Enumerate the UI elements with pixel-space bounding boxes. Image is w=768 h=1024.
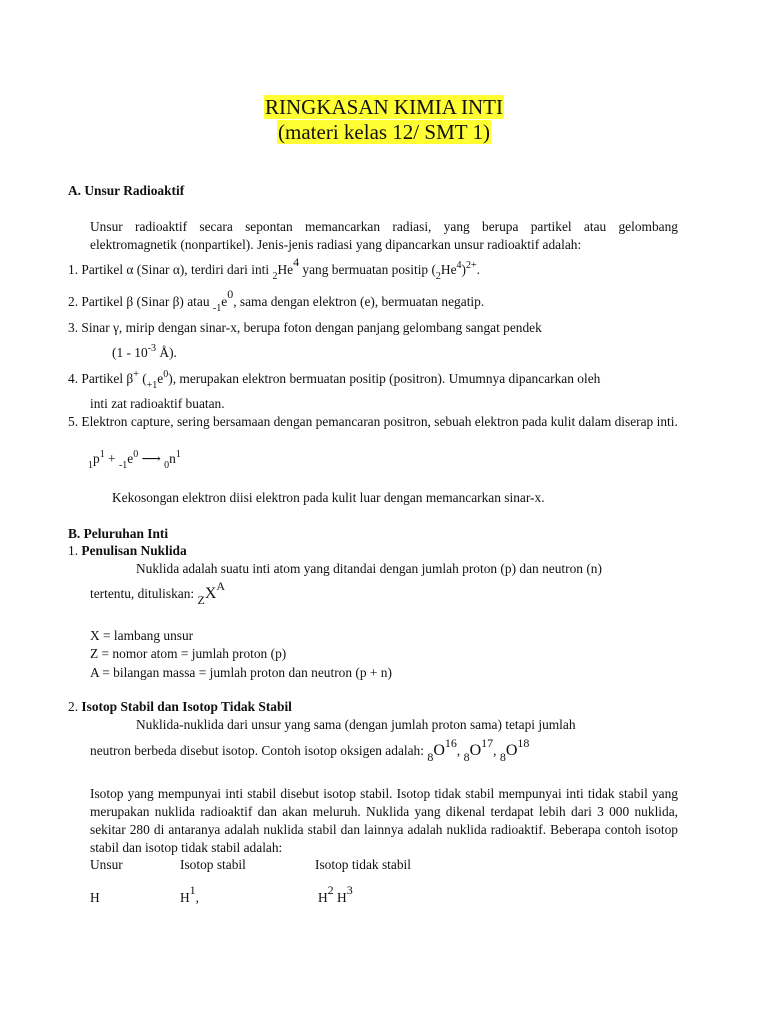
nuclide-definition-line1: Nuklida adalah suatu inti atom yang ditandai dengan jumlah proton (p) dan neutron (n) xyxy=(136,561,602,576)
isotope-stability-paragraph: Isotop yang mempunyai inti stabil disebut isotop stabil. Isotop tidak stabil mempunyai inti tidak stabil yang merupakan nuklida radioaktif dan akan meluruh. Nuklida yang dikenal terdapat lebih dari 3 000 nuklida, sekitar 280 di antaranya adalah nuklida stabil dan lainnya adalah nuklida radioaktif. Beberapa contoh isotop stabil dan isotop tidak stabil adalah: xyxy=(90,786,678,855)
table-header-unstable: Isotop tidak stabil xyxy=(315,857,411,872)
table-cell-unsur: H xyxy=(90,890,100,905)
document-subtitle xyxy=(0,120,768,145)
item-gamma-range: ($1 - 10^{-3}$ Å). xyxy=(112,343,177,360)
title-line-1: RINGKASAN KIMIA INTI xyxy=(265,95,503,119)
section-b-heading: B. Peluruhan Inti xyxy=(68,526,169,541)
isotope-definition-line1: Nuklida-nuklida dari unsur yang sama (dengan jumlah proton sama) tetapi jumlah xyxy=(136,717,576,732)
electron-capture-equation: $_1p^1 + _{-1}e^0$ ⟶ $_0n^1$ xyxy=(88,449,181,471)
table-header-unsur: Unsur xyxy=(90,857,123,872)
item-alpha: 1. Partikel α (Sinar α), terdiri dari inti $_2$He4 yang bermuatan positip $(_2He^4)^{2+}$. xyxy=(68,255,481,282)
subsection-1-heading: 1. Penulisan Nuklida xyxy=(68,543,187,558)
item-beta: 2. Partikel β (Sinar β) atau $_{-1}$e0, sama dengan elektron (e), bermuatan negatip. xyxy=(68,287,485,314)
definition-z: Z = nomor atom = jumlah proton (p) xyxy=(90,646,287,661)
item-gamma: 3. Sinar γ, mirip dengan sinar-x, berupa foton dengan panjang gelombang sangat pendek xyxy=(68,320,542,335)
title-line-2: (materi kelas 12/ SMT 1) xyxy=(278,120,490,144)
definition-x: X = lambang unsur xyxy=(90,628,194,643)
xray-note: Kekosongan elektron diisi elektron pada kulit luar dengan memancarkan sinar-x. xyxy=(112,490,545,505)
definition-a: A = bilangan massa = jumlah proton dan neutron (p + n) xyxy=(90,665,392,680)
document-title xyxy=(0,95,768,120)
table-cell-stable: H1, xyxy=(180,883,200,905)
item-positron: 4. Partikel β+ $(_{+1}e^0)$, merupakan elektron bermuatan positip (positron). Umumnya dipancarkan oleh xyxy=(68,369,601,391)
isotope-definition-line2: neutron berbeda disebut isotop. Contoh isotop oksigen adalah: 8O16, 8O17, 8O18 xyxy=(90,736,530,764)
section-a-heading: A. Unsur Radioaktif xyxy=(68,183,185,198)
nuclide-definition-line2: tertentu, dituliskan: ZXA xyxy=(90,579,226,607)
table-header-stable: Isotop stabil xyxy=(180,857,246,872)
item-positron-line2: inti zat radioaktif buatan. xyxy=(90,396,225,411)
table-cell-unstable: H2 H3 xyxy=(318,883,353,905)
subsection-2-heading: 2. Isotop Stabil dan Isotop Tidak Stabil xyxy=(68,699,292,714)
item-electron-capture: 5. Elektron capture, sering bersamaan dengan pemancaran positron, sebuah elektron pada kulit dalam diserap inti. xyxy=(68,414,678,429)
arrow-icon: ⟶ xyxy=(141,451,161,466)
section-a-intro: Unsur radioaktif secara sepontan memancarkan radiasi, yang berupa partikel atau gelombang elektromagnetik (nonpartikel). Jenis-jenis radiasi yang dipancarkan unsur radioaktif adalah: xyxy=(90,219,678,252)
